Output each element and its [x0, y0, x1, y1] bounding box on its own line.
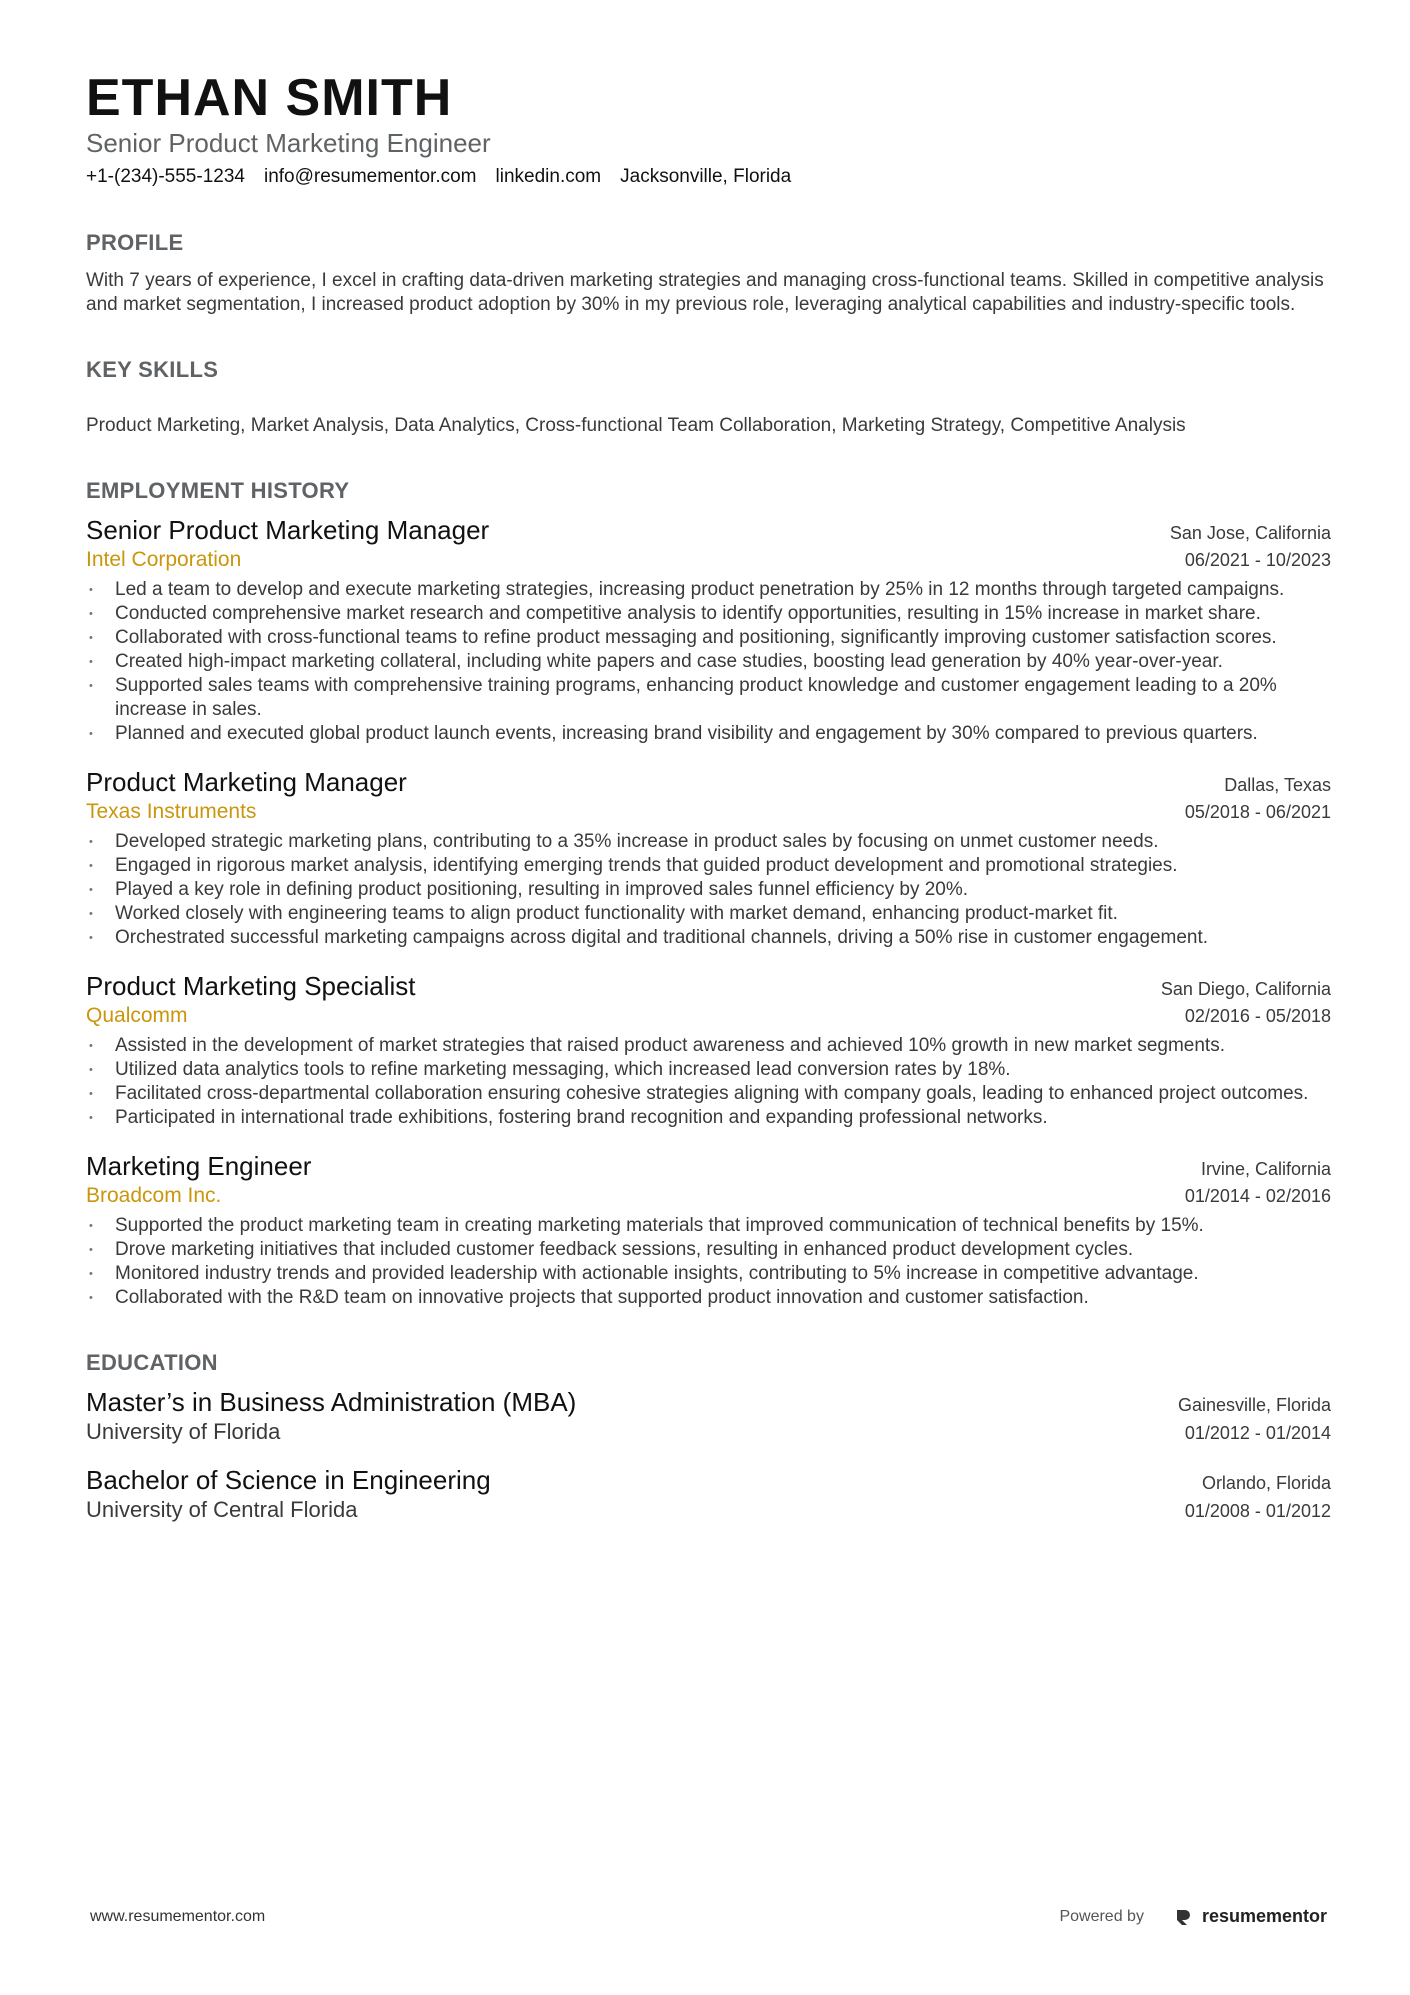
job-dates: 06/2021 - 10/2023 — [1184, 550, 1331, 571]
page-footer — [90, 1906, 1327, 1927]
job-location: San Jose, California — [1169, 523, 1331, 544]
job-bullets — [86, 1214, 1331, 1310]
education-dates: 01/2012 - 01/2014 — [1184, 1423, 1331, 1444]
job-dates: 01/2014 - 02/2016 — [1184, 1186, 1331, 1207]
job-role: Marketing Engineer — [86, 1151, 312, 1182]
job-dates: 05/2018 - 06/2021 — [1184, 802, 1331, 823]
contact-line — [86, 165, 1331, 190]
job-bullet: • Played a key role in defining product positioning, resulting in improved sales funnel efficiency by 20%. — [86, 878, 1331, 902]
job-entry — [86, 1150, 1331, 1310]
education-location: Orlando, Florida — [1201, 1473, 1331, 1494]
contact-email[interactable]: info@resumementor.com — [263, 166, 477, 188]
contact-linkedin[interactable]: linkedin.com — [495, 166, 602, 188]
job-company: Broadcom Inc. — [86, 1184, 222, 1208]
education-location: Gainesville, Florida — [1177, 1395, 1331, 1416]
job-location: Dallas, Texas — [1224, 775, 1331, 796]
contact-phone: +1-(234)-555-1234 — [86, 166, 245, 188]
job-entry — [86, 766, 1331, 950]
job-location: San Diego, California — [1160, 979, 1331, 1000]
job-bullet: • Supported the product marketing team in creating marketing materials that improved communication of technical benefits by 15%. — [86, 1214, 1331, 1238]
job-bullet: • Assisted in the development of market strategies that raised product awareness and achieved 10% growth in new market segments. — [86, 1034, 1331, 1058]
job-bullet: • Orchestrated successful marketing campaigns across digital and traditional channels, driving a 50% rise in customer engagement. — [86, 926, 1331, 950]
job-bullet: • Participated in international trade exhibitions, fostering brand recognition and expanding professional networks. — [86, 1106, 1331, 1130]
job-role: Senior Product Marketing Manager — [86, 515, 490, 546]
job-bullet: • Engaged in rigorous market analysis, identifying emerging trends that guided product development and promotional strategies. — [86, 854, 1331, 878]
candidate-name: ETHAN SMITH — [86, 69, 453, 127]
skills-text: Product Marketing, Market Analysis, Data Analytics, Cross-functional Team Collaboration, Marketing Strategy, Competitive Analysis — [86, 415, 1186, 437]
job-bullet: • Utilized data analytics tools to refine marketing messaging, which increased lead conversion rates by 18%. — [86, 1058, 1331, 1082]
job-bullet: • Monitored industry trends and provided leadership with actionable insights, contributing to 5% increase in competitive advantage. — [86, 1262, 1331, 1286]
job-bullets — [86, 578, 1331, 746]
job-bullet: • Drove marketing initiatives that included customer feedback sessions, resulting in enhanced product development cycles. — [86, 1238, 1331, 1262]
contact-location: Jacksonville, Florida — [620, 166, 792, 188]
job-bullet: • Supported sales teams with comprehensive training programs, enhancing product knowledge and customer engagement leading to a 20% increase in sales. — [86, 674, 1331, 722]
job-bullet: • Created high-impact marketing collateral, including white papers and case studies, boosting lead generation by 40% year-over-year. — [86, 650, 1331, 674]
job-company: Qualcomm — [86, 1004, 188, 1028]
brand-logo-text[interactable]: resumementor — [1201, 1906, 1327, 1926]
job-company: Texas Instruments — [86, 800, 257, 824]
education-dates: 01/2008 - 01/2012 — [1184, 1501, 1331, 1522]
job-bullet: • Developed strategic marketing plans, contributing to a 35% increase in product sales by focusing on unmet customer needs. — [86, 830, 1331, 854]
job-title: Senior Product Marketing Engineer — [86, 128, 491, 159]
job-role: Product Marketing Specialist — [86, 971, 416, 1002]
resume-page — [86, 70, 1331, 1524]
footer-website-link[interactable]: www.resumementor.com — [90, 1907, 266, 1925]
education-entry — [86, 1464, 1331, 1524]
job-bullet: • Planned and executed global product launch events, increasing brand visibility and engagement by 30% compared to previous quarters. — [86, 722, 1331, 746]
job-bullet: • Led a team to develop and execute marketing strategies, increasing product penetration by 25% in 12 months through targeted campaigns. — [86, 578, 1331, 602]
job-location: Irvine, California — [1200, 1159, 1331, 1180]
job-bullet: • Collaborated with the R&D team on innovative projects that supported product innovation and customer satisfaction. — [86, 1286, 1331, 1310]
education-entry — [86, 1386, 1331, 1446]
resumementor-logo-icon — [1174, 1908, 1192, 1926]
job-entry — [86, 514, 1331, 746]
job-bullet: • Conducted comprehensive market research and competitive analysis to identify opportunities, resulting in 15% increase in market share. — [86, 602, 1331, 626]
job-bullets — [86, 1034, 1331, 1130]
profile-heading: PROFILE — [86, 230, 184, 256]
education-degree: Bachelor of Science in Engineering — [86, 1465, 491, 1496]
job-bullets — [86, 830, 1331, 950]
powered-by-label: Powered by — [1059, 1907, 1144, 1925]
job-bullet: • Facilitated cross-departmental collaboration ensuring cohesive strategies aligning with company goals, leading to enhanced project outcomes. — [86, 1082, 1331, 1106]
job-bullet: • Worked closely with engineering teams to align product functionality with market demand, enhancing product-market fit. — [86, 902, 1331, 926]
job-role: Product Marketing Manager — [86, 767, 407, 798]
education-school: University of Florida — [86, 1419, 281, 1445]
education-degree: Master’s in Business Administration (MBA) — [86, 1387, 577, 1418]
employment-heading: EMPLOYMENT HISTORY — [86, 478, 350, 504]
footer-brand — [1059, 1906, 1327, 1927]
job-bullet: • Collaborated with cross-functional teams to refine product messaging and positioning, significantly improving customer satisfaction scores. — [86, 626, 1331, 650]
profile-text: With 7 years of experience, I excel in crafting data-driven marketing strategies and managing cross-functional teams. Skilled in competitive analysis and market segmentation, I increased product adoption by 30% in my previous role, leveraging analytical capabilities and industry-specific tools. — [86, 270, 1324, 316]
job-entry — [86, 970, 1331, 1130]
skills-heading: KEY SKILLS — [86, 357, 219, 383]
job-dates: 02/2016 - 05/2018 — [1184, 1006, 1331, 1027]
education-school: University of Central Florida — [86, 1497, 358, 1523]
job-company: Intel Corporation — [86, 548, 242, 572]
education-heading: EDUCATION — [86, 1350, 218, 1376]
